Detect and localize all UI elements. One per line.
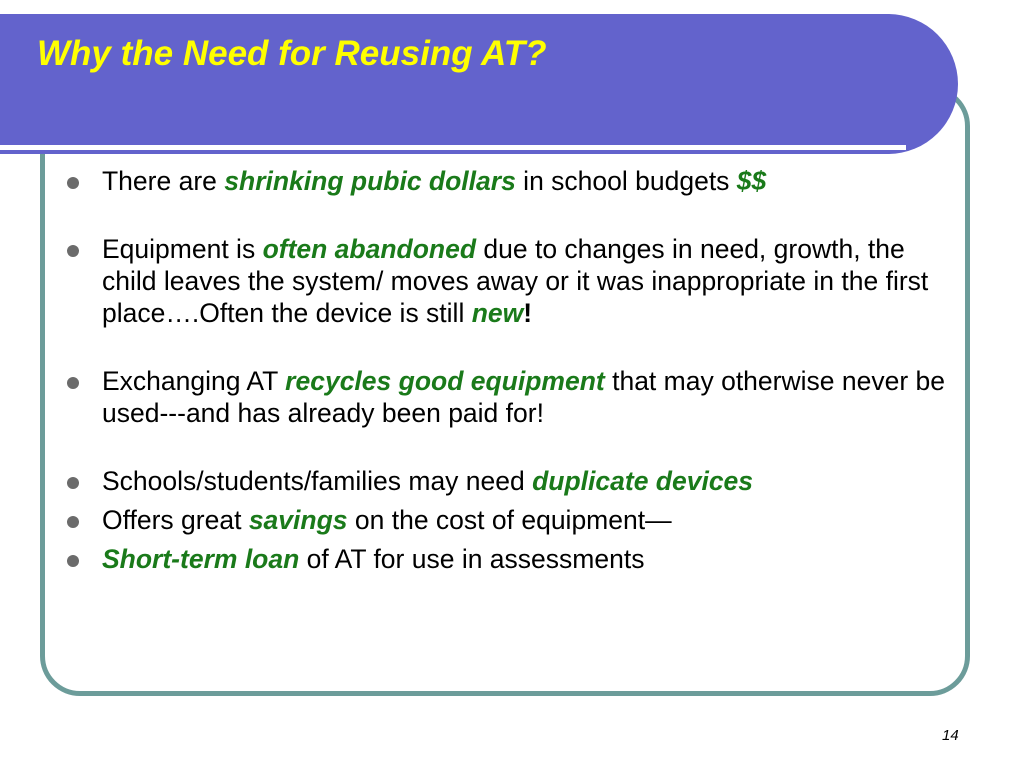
bullet-item-6	[64, 543, 954, 575]
bullet-item-2	[64, 233, 954, 329]
bullet-item-3	[64, 365, 954, 429]
bullet-2-pre: Equipment is	[102, 234, 263, 264]
slide-title-mark: ?	[525, 34, 547, 73]
bullet-2-post: due to changes in need, growth, the child leaves the system/ moves away or it was inappropriate in the first place….Often the device is still	[102, 234, 929, 328]
bullet-3-pre: Exchanging AT	[102, 366, 286, 396]
bullet-6-post: of AT for use in assessments	[299, 544, 645, 574]
bullet-item-5	[64, 504, 954, 536]
bullet-3-emphasis: recycles good equipment	[285, 366, 605, 396]
bullet-5-pre: Offers great	[102, 505, 249, 535]
bullet-item-4	[64, 465, 954, 497]
bullet-item-1	[64, 165, 954, 197]
bullet-4-pre: Schools/students/families may need	[102, 466, 533, 496]
title-underline	[0, 145, 906, 150]
bullet-2-emphasis2: new	[471, 298, 524, 328]
bullet-6-emphasis: Short-term loan	[102, 544, 300, 574]
slide-title	[37, 34, 546, 74]
bullet-2-tail: !	[523, 298, 533, 328]
bullet-1-post: in school budgets	[515, 166, 737, 196]
bullet-5-post: on the cost of equipment—	[347, 505, 672, 535]
bullet-3-post: that may otherwise never be used---and has already been paid for!	[102, 366, 945, 428]
slide-title-text: Why the Need for Reusing AT	[37, 34, 526, 73]
bullet-2-emphasis: often abandoned	[262, 234, 477, 264]
bullet-1-emphasis: shrinking pubic dollars	[224, 166, 516, 196]
bullet-1-pre: There are	[102, 166, 225, 196]
bullet-1-emphasis2: $$	[736, 166, 767, 196]
page-number: 14	[942, 727, 959, 744]
bullet-list	[64, 165, 954, 575]
bullet-4-emphasis: duplicate devices	[532, 466, 754, 496]
bullet-5-emphasis: savings	[248, 505, 348, 535]
